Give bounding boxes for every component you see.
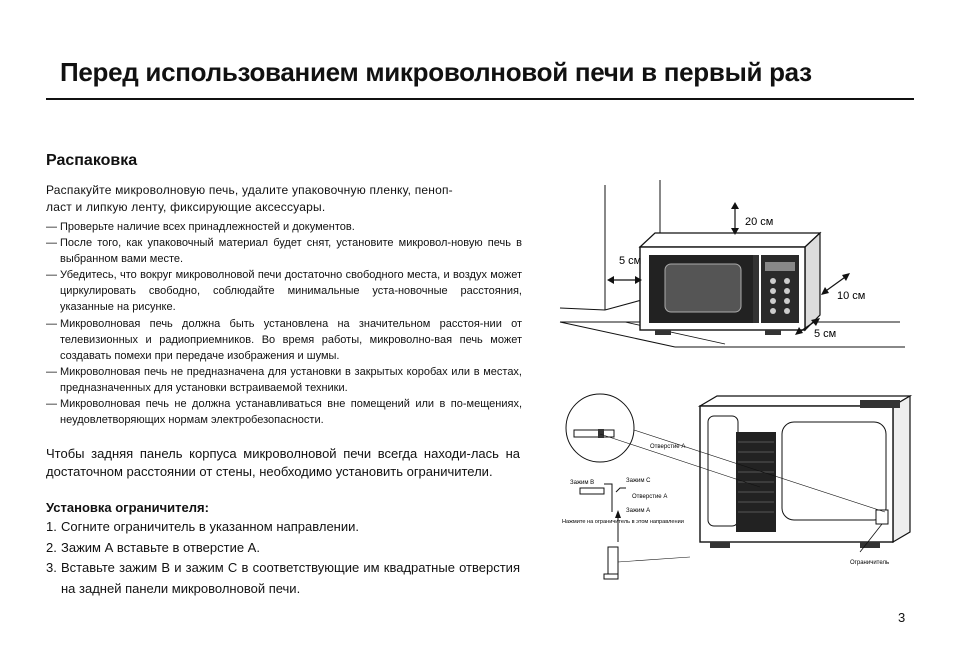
label-hole-a-top: Отверстие A — [650, 444, 686, 450]
limiter-part — [876, 510, 888, 524]
limiter-intro: Чтобы задняя панель корпуса микроволновой печи всегда находи-лась на достаточном расстоянии от стены, необходимо установить ограничители. — [46, 446, 520, 479]
label-left-clearance: 5 см — [619, 255, 642, 267]
label-clip-b: Зажим B — [570, 480, 595, 486]
detail-circle — [566, 394, 634, 462]
step-item: 1. Согните ограничитель в указанном направлении. — [46, 519, 359, 534]
microwave-window — [665, 264, 741, 312]
step-item: 2. Зажим А вставьте в отверстие А. — [46, 539, 260, 555]
limiter-steps — [46, 517, 520, 599]
label-limiter: Ограничитель — [850, 560, 890, 566]
unpacking-intro-line-1: Распакуйте микроволновую печь, удалите упаковочную пленку, пеноп- — [46, 183, 453, 197]
label-press-direction: Нажмите на ограничитель в этом направлении — [562, 519, 684, 525]
bullet-item: — Микроволновая печь не предназначена для установки в закрытых коробах или в местах, предназначенных для установки встраиваемой техники. — [46, 365, 522, 394]
microwave-top — [640, 233, 820, 247]
bullet-item: — Микроволновая печь должна быть установлена на значительном расстоя-нии от телевизионных и радиоприемников. Во время работы, микроволно-вая печь может создавать помехи при передаче изображения и шумы. — [46, 317, 522, 362]
step-item: 3. Вставьте зажим В и зажим С в соответствующие им квадратные отверстия на задней панели микроволновой печи. — [46, 560, 520, 596]
rear-vent — [860, 400, 900, 408]
unpacking-heading: Распаковка — [46, 152, 138, 169]
label-hole-a: Отверстие A — [632, 494, 668, 500]
unpacking-intro-line-2: ласт и липкую ленту, фиксирующие аксессуары. — [46, 200, 326, 214]
label-front-clearance: 5 см — [814, 328, 837, 340]
label-top-clearance: 20 см — [745, 216, 774, 228]
clearance-figure — [555, 175, 915, 365]
bullet-item: — Убедитесь, что вокруг микроволновой печи достаточно свободного места, и воздух может циркулировать свободно, соблюдайте минимальные уста-новочные расстояния, указанные на рисунке. — [46, 269, 522, 314]
limiter-heading: Установка ограничителя: — [46, 500, 209, 515]
label-clip-c: Зажим C — [626, 478, 651, 484]
page-number: 3 — [898, 610, 906, 625]
bullet-item: — Проверьте наличие всех принадлежностей и документов. — [46, 221, 355, 233]
rear-panel-window — [782, 422, 886, 520]
label-right-clearance: 10 см — [837, 290, 866, 302]
label-clip-a: Зажим A — [626, 508, 651, 514]
microwave-side — [805, 233, 820, 330]
bullet-item: — Микроволновая печь не должна устанавливаться вне помещений или в по-мещениях, неудовлетворяющих нормам электробезопасности. — [46, 398, 522, 427]
title-divider — [46, 98, 914, 100]
unpacking-bullet-list — [46, 219, 522, 428]
limiter-figure — [560, 392, 914, 592]
page-title: Перед использованием микроволновой печи в первый раз — [60, 57, 812, 87]
bullet-item: — После того, как упаковочный материал будет снят, установите микровол-новую печь в выбранном вами месте. — [46, 237, 522, 266]
